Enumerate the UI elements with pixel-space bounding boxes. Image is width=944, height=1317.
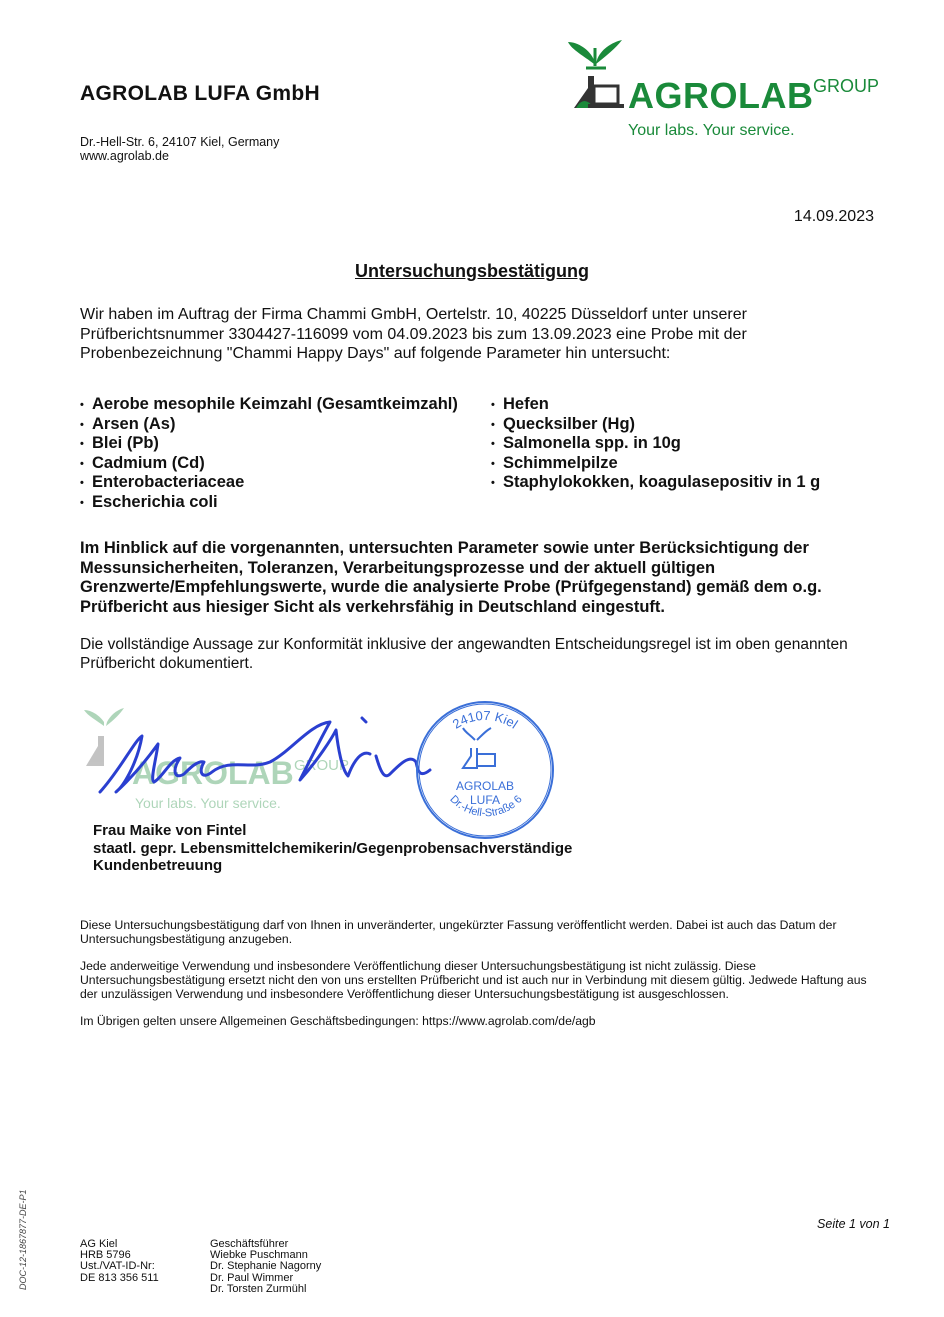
footer-line: Geschäftsführer <box>210 1238 289 1250</box>
website-line: www.agrolab.de <box>80 149 169 163</box>
conclusion-paragraph: Im Hinblick auf die vorgenannten, untersuchten Parameter sowie unter Berücksichtigung der Messunsicherheiten, Toleranzen, Verarbeitungsprozesse und der aktuell gültigen Grenzwerte/Empfehlungswerte, wurde die analysierte Probe (Prüfgegenstand) gemäß dem o.g. Prüfbericht aus hiesiger Sicht als verkehrsfähig in Deutschland eingestuft. <box>80 539 822 616</box>
footer-line: Ust./VAT-ID-Nr: <box>80 1260 155 1273</box>
list-item: • Escherichia coli <box>80 493 490 513</box>
company-name: AGROLAB LUFA GmbH <box>80 82 320 105</box>
list-item: • Schimmelpilze <box>491 454 871 474</box>
page-number: Seite 1 von 1 <box>817 1217 890 1231</box>
footer-line: Wiebke Puschmann <box>210 1249 308 1262</box>
footer-line: Dr. Torsten Zurmühl <box>210 1282 307 1295</box>
list-item: • Hefen <box>491 395 871 415</box>
stamp-bottom-text: Dr.-Hell-Straße 6 <box>447 793 525 820</box>
document-title: Untersuchungsbestätigung <box>354 261 589 281</box>
disclaimer-paragraph: Im Übrigen gelten unsere Allgemeinen Geschäftsbedingungen: https://www.agrolab.com/de/agb <box>80 1014 596 1028</box>
logo-group-label: GROUP <box>813 76 880 96</box>
footer-line: HRB 5796 <box>80 1249 131 1262</box>
svg-text:Your labs. Your service.: Your labs. Your service. <box>135 795 281 811</box>
list-item: • Aerobe mesophile Keimzahl (Gesamtkeimzahl) <box>80 395 490 415</box>
list-item: • Staphylokokken, koagulasepositiv in 1 g <box>491 473 871 493</box>
list-item: • Arsen (As) <box>80 415 490 435</box>
footer-management <box>210 1239 321 1295</box>
signer-name: Frau Maike von Fintel <box>93 822 247 839</box>
footer-line: DE 813 356 511 <box>80 1271 159 1284</box>
footer-line: Dr. Paul Wimmer <box>210 1271 294 1284</box>
list-item: • Cadmium (Cd) <box>80 454 490 474</box>
parameter-list-left <box>80 395 490 512</box>
document-date: 14.09.2023 <box>793 208 874 225</box>
signer-department: Kundenbetreuung <box>93 857 223 874</box>
disclaimer-paragraph: Jede anderweitige Verwendung und insbesondere Veröffentlichung dieser Untersuchungsbestätigung ist nicht zulässig. Diese Untersuchungsbestätigung ersetzt nicht den von uns erstellten Prüfbericht und ist auch nur in Verbindung mit diesem gültig. Jedwede Haftung aus der unzulässigen Verwendung und insbesondere Veröffentlichung dieser Untersuchungsbestätigung ist ausgeschlossen. <box>80 959 867 1001</box>
svg-text:AGROLAB: AGROLAB <box>132 755 294 791</box>
svg-text:24107 Kiel <box>450 708 521 732</box>
disclaimer-block <box>80 918 880 1041</box>
address-line: Dr.-Hell-Str. 6, 24107 Kiel, Germany <box>80 135 280 149</box>
disclaimer-paragraph: Diese Untersuchungsbestätigung darf von Ihnen in unveränderter, ungekürzter Fassung veröffentlicht werden. Dabei ist auch das Datum der Untersuchungsbestätigung anzugeben. <box>80 918 837 946</box>
footer-line: AG Kiel <box>80 1238 118 1250</box>
svg-text:GROUP: GROUP <box>294 757 350 774</box>
intro-paragraph: Wir haben im Auftrag der Firma Chammi GmbH, Oertelstr. 10, 40225 Düsseldorf unter unserer Prüfberichtsnummer 3304427-116099 vom 04.09.2023 bis zum 13.09.2023 eine Probe mit der Probenbezeichnung "Chammi Happy Days" auf folgende Parameter hin untersucht: <box>80 306 747 362</box>
stamp-line2: LUFA <box>469 793 501 807</box>
list-item: • Blei (Pb) <box>80 434 490 454</box>
company-address <box>80 135 279 163</box>
conformity-note: Die vollständige Aussage zur Konformität inklusive der angewandten Entscheidungsregel ist im oben genannten Prüfbericht dokumentiert. <box>80 636 848 672</box>
footer-line: Dr. Stephanie Nagorny <box>210 1260 322 1273</box>
list-item: • Salmonella spp. in 10g <box>491 434 871 454</box>
list-item: • Enterobacteriaceae <box>80 473 490 493</box>
signer-block <box>93 822 572 875</box>
signer-role: staatl. gepr. Lebensmittelchemikerin/Gegenprobensachverständige <box>93 839 573 857</box>
logo-slogan: Your labs. Your service. <box>628 122 795 139</box>
document-code: DOC-12-1867877-DE-P1 <box>18 1189 28 1290</box>
stamp-top-text: 24107 Kiel <box>449 707 521 732</box>
footer-registration <box>80 1239 159 1284</box>
parameter-list-right <box>491 395 871 493</box>
logo-wordmark: AGROLAB <box>628 75 814 116</box>
stamp-line1: AGROLAB <box>455 779 515 793</box>
list-item: • Quecksilber (Hg) <box>491 415 871 435</box>
